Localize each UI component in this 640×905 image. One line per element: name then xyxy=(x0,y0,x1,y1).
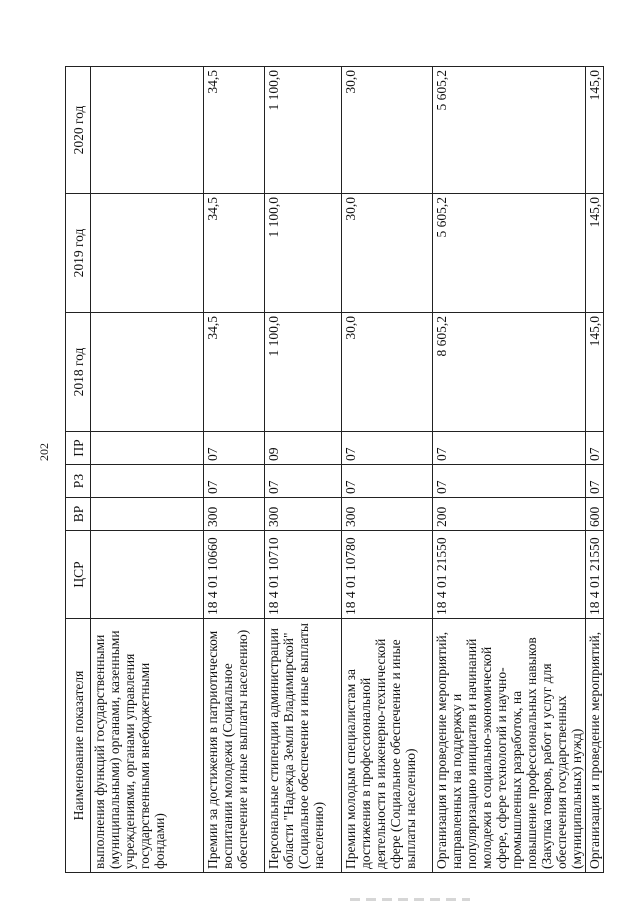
vr-code: 300 xyxy=(204,498,265,531)
value-2020: 5 605,2 xyxy=(433,67,586,194)
indicator-name: Организация и проведение мероприятий, xyxy=(586,619,604,873)
csr-code: 18 4 01 10780 xyxy=(342,531,433,619)
value-2019: 145,0 xyxy=(586,194,604,313)
pr-code: 07 xyxy=(204,432,265,465)
value-2018: 30,0 xyxy=(342,313,433,432)
rz-code: 07 xyxy=(342,465,433,498)
table-row xyxy=(204,67,265,873)
value-2018: 145,0 xyxy=(586,313,604,432)
rz-code: 07 xyxy=(586,465,604,498)
pr-code: 09 xyxy=(265,432,342,465)
value-2019: 34,5 xyxy=(204,194,265,313)
value-2019: 30,0 xyxy=(342,194,433,313)
table-row xyxy=(265,67,342,873)
table-row xyxy=(91,67,204,873)
csr-code: 18 4 01 21550 xyxy=(586,531,604,619)
pr-code: 07 xyxy=(342,432,433,465)
header-2020: 2020 год xyxy=(66,67,91,194)
csr-code: 18 4 01 21550 xyxy=(433,531,586,619)
pr-code: 07 xyxy=(586,432,604,465)
header-pr: ПР xyxy=(66,432,91,465)
vr-code: 200 xyxy=(433,498,586,531)
indicator-name: Премии молодым специалистам за достижения в профессиональной деятельности в инженерно-технической сфере (Социальное обеспечение и иные выплаты населению) xyxy=(342,619,433,873)
csr-code xyxy=(91,531,204,619)
value-2020: 145,0 xyxy=(586,67,604,194)
rotated-page xyxy=(65,67,610,873)
value-2020: 30,0 xyxy=(342,67,433,194)
header-rz: РЗ xyxy=(66,465,91,498)
header-2018: 2018 год xyxy=(66,313,91,432)
table-row xyxy=(586,67,604,873)
csr-code: 18 4 01 10710 xyxy=(265,531,342,619)
value-2018 xyxy=(91,313,204,432)
header-name: Наименование показателя xyxy=(66,619,91,873)
vr-code xyxy=(91,498,204,531)
rz-code: 07 xyxy=(204,465,265,498)
value-2020: 1 100,0 xyxy=(265,67,342,194)
header-2019: 2019 год xyxy=(66,194,91,313)
pr-code: 07 xyxy=(433,432,586,465)
rz-code xyxy=(91,465,204,498)
csr-code: 18 4 01 10660 xyxy=(204,531,265,619)
header-csr: ЦСР xyxy=(66,531,91,619)
page-number: 202 xyxy=(37,443,51,461)
rz-code: 07 xyxy=(433,465,586,498)
value-2018: 1 100,0 xyxy=(265,313,342,432)
header-row xyxy=(66,67,91,873)
value-2018: 34,5 xyxy=(204,313,265,432)
vr-code: 300 xyxy=(265,498,342,531)
pr-code xyxy=(91,432,204,465)
indicator-name: Премии за достижения в патриотическом воспитании молодежи (Социальное обеспечение и иные выплаты населению) xyxy=(204,619,265,873)
value-2019: 5 605,2 xyxy=(433,194,586,313)
budget-table xyxy=(65,66,604,873)
value-2018: 8 605,2 xyxy=(433,313,586,432)
value-2019: 1 100,0 xyxy=(265,194,342,313)
table-row xyxy=(433,67,586,873)
table-row xyxy=(342,67,433,873)
vr-code: 600 xyxy=(586,498,604,531)
value-2019 xyxy=(91,194,204,313)
vr-code: 300 xyxy=(342,498,433,531)
indicator-name: Персональные стипендии администрации области "Надежда Земли Владимирской" (Социальное обеспечение и иные выплаты населению) xyxy=(265,619,342,873)
value-2020: 34,5 xyxy=(204,67,265,194)
scan-artifact xyxy=(350,898,470,901)
indicator-name: выполнения функций государственными (муниципальными) органами, казенными учреждениями, органами управления государственными внебюджетными фондами) xyxy=(91,619,204,873)
value-2020 xyxy=(91,67,204,194)
indicator-name: Организация и проведение мероприятий, направленных на поддержку и популяризацию инициатив и начинаний молодежи в социально-экономической сфере, сфере технологий и научно-промышленных разработок, на повышение профессиональных навыков (Закупка товаров, работ и услуг для обеспечения государственных (муниципальных) нужд) xyxy=(433,619,586,873)
rz-code: 07 xyxy=(265,465,342,498)
header-vr: ВР xyxy=(66,498,91,531)
